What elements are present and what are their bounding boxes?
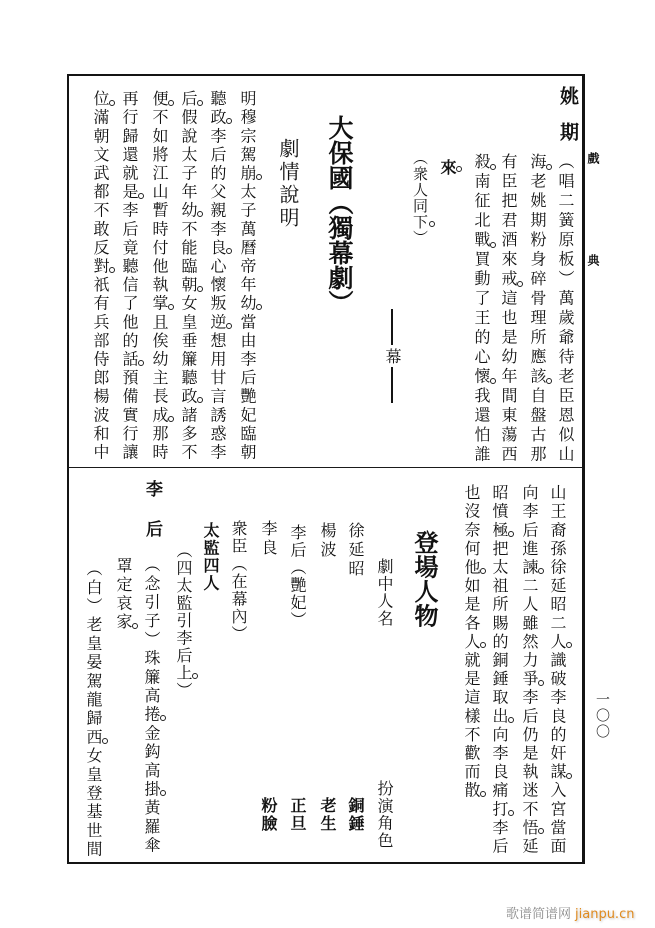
song-line: 殺南征北戰買動了王的心懷我還怕誰 (472, 153, 491, 465)
cast-name: 徐延昭 (346, 522, 365, 579)
stage-direction: （四太監引李后上） (174, 542, 193, 700)
cast-name: 李后（艷妃） (288, 524, 307, 629)
cast-role: 老生 (318, 797, 337, 833)
synopsis-line: 明穆宗駕崩太子萬曆帝年幼當由李后艷妃臨朝 (238, 90, 257, 463)
synopsis-line: 昭憤極把太祖所賜的銅錘取出向李良痛打李后 (490, 484, 509, 857)
song-line: （唱二簧原板）萬歲爺待老臣恩似山 (556, 153, 575, 465)
cast-header-role: 扮演角色 (375, 780, 394, 850)
cast-name: 衆臣（在幕內） (229, 520, 248, 644)
cast-name: 李良 (259, 520, 278, 558)
stage-direction: （衆人同下） (411, 150, 429, 246)
synopsis-line: 聽政李后的父親李良心懷叛逆想用甘言誘惑李 (208, 90, 227, 463)
cast-heading: 登場人物 (410, 530, 438, 628)
cast-role: 銅錘 (346, 797, 365, 833)
speaker-label: 李后 (142, 480, 162, 560)
synopsis-line: 再行歸還就是李后竟聽信了他的話預備實行讓 (120, 90, 139, 463)
section-divider (67, 467, 583, 468)
cast-name: 楊波 (318, 522, 337, 560)
song-line: 有臣把君酒來戒這也是幼年間東蕩西 (499, 153, 518, 465)
song-line: 海老姚期粉身碎骨理所應該自盤古那 (528, 153, 547, 465)
running-head: 戲典 (586, 152, 600, 356)
cast-role: 正旦 (288, 797, 307, 833)
script-line: 罩定哀家 (114, 557, 133, 632)
synopsis-line: 山王裔孫徐延昭二人識破李良的奸謀入宮當面 (548, 484, 567, 857)
synopsis-line: 后假說太子年幼不能臨朝女皇垂簾聽政諸多不 (179, 90, 198, 463)
cast-role: 粉臉 (259, 797, 278, 833)
cast-name: 太監四人 (201, 522, 220, 592)
synopsis-line: 也沒奈何他如是各人就是這樣不歡而散 (462, 484, 481, 801)
play-title: 大保國（獨幕劇） (325, 115, 354, 315)
synopsis-line: 向李后進諫二人雖然力爭李后仍是執迷不悟延 (520, 484, 539, 857)
song-line: 來 (438, 159, 457, 175)
script-line: （念引子）珠簾高捲金鈎高掛黃羅傘 (142, 556, 161, 856)
rule-line (391, 367, 393, 403)
synopsis-heading: 劇情說明 (276, 138, 300, 230)
watermark (506, 903, 634, 922)
watermark-url: jianpu.cn (575, 907, 635, 922)
cast-header-name: 劇中人名 (375, 558, 394, 628)
curtain-marker (384, 309, 400, 403)
page-number: 一〇〇 (594, 692, 610, 740)
synopsis-line: 位滿朝文武都不敢反對祇有兵部侍郎楊波和中 (91, 90, 110, 463)
rule-line (391, 309, 393, 345)
script-line: （白）老皇晏駕龍歸西女皇登基世間 (84, 560, 103, 860)
curtain-label: 幕 (383, 348, 402, 364)
synopsis-line: 便不如將江山暫時付他執掌且俟幼主長成那時 (150, 90, 169, 463)
watermark-site-name: 歌谱简谱网 (506, 907, 572, 922)
speaker-label: 姚期 (557, 86, 579, 158)
